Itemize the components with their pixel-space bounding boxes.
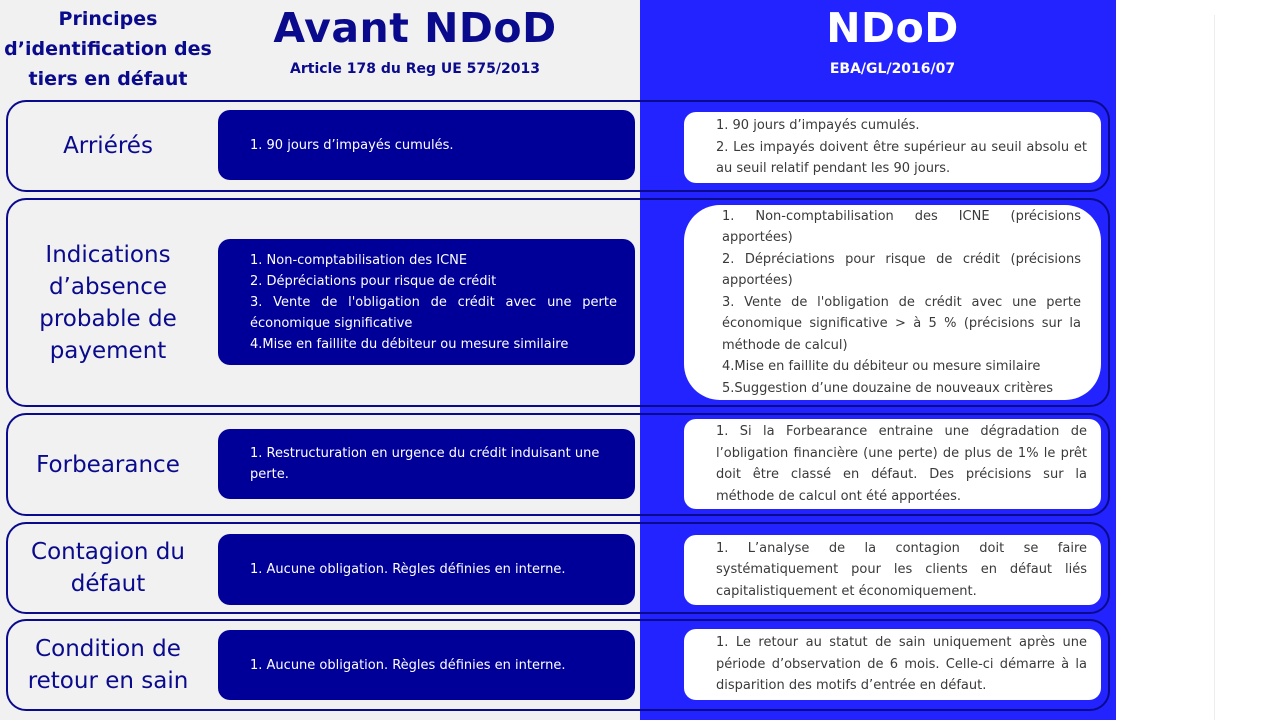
row-title-line: probable de: [39, 305, 177, 332]
row-title-retour: [10, 619, 206, 711]
row-title-line: défaut: [70, 571, 146, 597]
row-title-line: Arriérés: [63, 133, 153, 159]
principles-header-line: d’identification des: [4, 38, 212, 60]
before-box-forbearance: [218, 429, 635, 499]
principles-header-line: Principes: [58, 8, 158, 30]
row-title-line: Contagion du: [31, 539, 185, 565]
before-box-arrieres: [218, 110, 635, 180]
ndod-subtitle: EBA/GL/2016/07: [829, 61, 956, 77]
before-item: 1. Non-comptabilisation des ICNE: [250, 252, 468, 268]
before-box-contagion: [218, 534, 635, 605]
row-title-arrieres: [10, 100, 206, 192]
after-box-contagion: [684, 535, 1101, 605]
row-title-line: payement: [49, 337, 167, 364]
page-edge-divider: [1214, 15, 1215, 720]
after-box-retour: [684, 629, 1101, 700]
after-item: 5.Suggestion d’une douzaine de nouveaux critères: [722, 380, 1053, 396]
after-box-indications: [684, 205, 1101, 400]
before-item: 2. Dépréciations pour risque de crédit: [250, 273, 497, 289]
after-box-arrieres: [684, 112, 1101, 183]
before-item: 3. Vente de l'obligation de crédit avec une perte économique significative: [250, 294, 617, 331]
before-item: 4.Mise en faillite du débiteur ou mesure similaire: [250, 336, 569, 352]
avant-header: [250, 2, 580, 84]
after-item: 1. L’analyse de la contagion doit se faire systématiquement pour les clients en défaut liés capitalistiquement et économiquement.: [716, 540, 1087, 599]
after-box-forbearance: [684, 419, 1101, 509]
after-item: 1. 90 jours d’impayés cumulés.: [716, 118, 920, 134]
row-title-indications: [10, 198, 206, 407]
row-title-line: Condition de: [35, 636, 181, 662]
row-title-forbearance: [10, 413, 206, 516]
after-item: 4.Mise en faillite du débiteur ou mesure similaire: [722, 359, 1041, 375]
ndod-header: [740, 2, 1045, 84]
after-item: 1. Non-comptabilisation des ICNE (précisions apportées): [722, 208, 1081, 246]
after-item: 3. Vente de l'obligation de crédit avec une perte économique significative > à 5 % (précisions sur la méthode de calcul): [722, 294, 1081, 353]
before-item: 1. 90 jours d’impayés cumulés.: [250, 137, 454, 153]
before-box-indications: [218, 239, 635, 365]
row-title-contagion: [10, 522, 206, 614]
principles-header: [0, 4, 216, 94]
before-item: 1. Aucune obligation. Règles définies en interne.: [250, 657, 566, 673]
row-title-line: retour en sain: [27, 668, 189, 694]
before-box-retour: [218, 630, 635, 700]
avant-subtitle: Article 178 du Reg UE 575/2013: [290, 61, 540, 77]
before-item: 1. Aucune obligation. Règles définies en interne.: [250, 562, 566, 577]
row-title-line: Forbearance: [36, 451, 180, 478]
before-item: 1. Restructuration en urgence du crédit induisant une perte.: [250, 446, 600, 482]
ndod-title: NDoD: [826, 4, 959, 52]
after-item: 1. Si la Forbearance entraine une dégradation de l’obligation financière (une perte) de plus de 1% le prêt doit être classé en défaut. Des précisions sur la méthode de calcul ont été apportées.: [716, 424, 1087, 504]
row-title-line: Indications: [45, 241, 171, 268]
after-item: 2. Dépréciations pour risque de crédit (précisions apportées): [722, 251, 1081, 289]
row-title-line: d’absence: [48, 273, 168, 300]
avant-title: Avant NDoD: [273, 4, 557, 52]
principles-header-line: tiers en défaut: [28, 68, 188, 90]
after-item: 1. Le retour au statut de sain uniquement après une période d’observation de 6 mois. Celle-ci démarre à la disparition des motifs d’entrée en défaut.: [716, 635, 1087, 694]
after-item: 2. Les impayés doivent être supérieur au seuil absolu et au seuil relatif pendant les 90 jours.: [716, 139, 1087, 177]
